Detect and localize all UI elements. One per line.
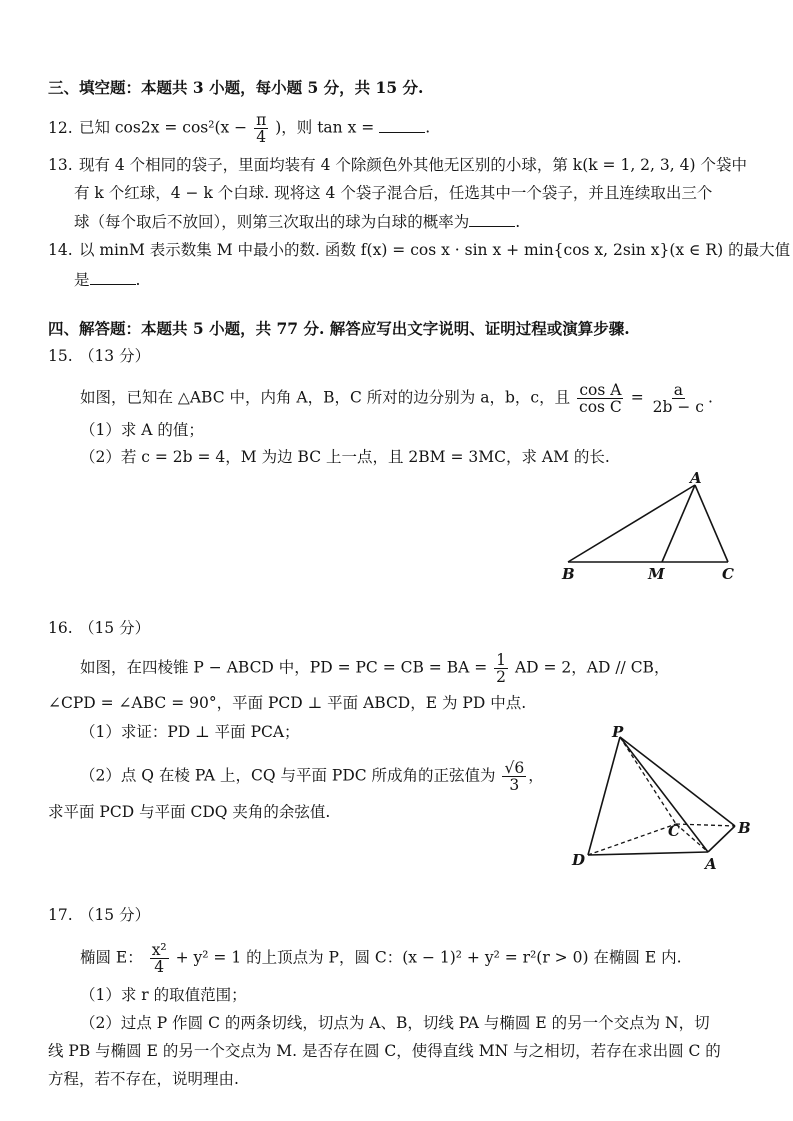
q13-line-2: 有 k 个红球，4 − k 个白球. 现将这 4 个袋子混合后，任选其中一个袋子，并且连续取出三个 (74, 184, 713, 202)
label-a: A (705, 855, 717, 873)
equals-sign: = (630, 388, 644, 407)
fraction-denominator: 2b − c (652, 398, 704, 416)
hidden-edge-dc (588, 824, 676, 855)
q17-stem-post: + y² = 1 的上顶点为 P，圆 C：(x − 1)² + y² = r²(r > 0) 在椭圆 E 内. (175, 948, 682, 967)
x2-over-4-fraction (150, 942, 169, 975)
q14-end: . (135, 271, 141, 289)
hidden-edge-cb (676, 824, 735, 826)
hidden-edge-ca (676, 824, 708, 852)
q13-line-1: 现有 4 个相同的袋子，里面均装有 4 个除颜色外其他无区别的小球，第 k(k = 1, 2, 3, 4) 个袋中 (78, 156, 747, 174)
edge-da (588, 852, 708, 855)
hidden-edge-pc (620, 737, 676, 824)
fraction-numerator: π (256, 111, 267, 129)
question-17-stem (80, 942, 682, 975)
fraction-denominator: 4 (154, 958, 165, 976)
label-a: A (690, 469, 702, 487)
q12-end: . (425, 118, 431, 137)
label-m: M (648, 565, 665, 583)
label-c: C (668, 822, 680, 840)
q16-part-1: （1）求证：PD ⊥ 平面 PCA； (80, 723, 300, 741)
question-score: （13 分） (78, 347, 151, 365)
fraction-numerator: x² (151, 941, 167, 959)
question-number: 17. (48, 906, 73, 924)
q17-part-2-line-1: （2）过点 P 作圆 C 的两条切线，切点为 A、B，切线 PA 与椭圆 E 的另一个交点为 N，切 (80, 1014, 710, 1032)
question-number: 14. (48, 241, 73, 259)
edge-pd (588, 737, 620, 855)
fraction-denominator: cos C (579, 398, 622, 416)
fraction-denominator: 2 (496, 668, 507, 686)
q17-stem-pre: 椭圆 E： (80, 948, 143, 967)
q16-part-2-pre: （2）点 Q 在棱 PA 上，CQ 与平面 PDC 所成角的正弦值为 (80, 766, 496, 785)
label-p: P (612, 723, 624, 741)
question-score: （15 分） (78, 619, 151, 637)
q12-text-pre: 已知 cos2x = cos²(x − (78, 118, 248, 137)
label-c: C (722, 565, 734, 583)
q13-end: . (515, 213, 521, 231)
label-d: D (572, 851, 586, 869)
question-number: 12. (48, 118, 73, 137)
q16-line-1-post: AD = 2，AD // CB， (514, 658, 670, 677)
q15-part-1: （1）求 A 的值； (80, 421, 204, 439)
question-score: （15 分） (78, 906, 151, 924)
label-b: B (562, 565, 575, 583)
q13-line-3: 球（每个取后不放回），则第三次取出的球为白球的概率为 (74, 213, 470, 231)
q16-part-2-line-2: 求平面 PCD 与平面 CDQ 夹角的余弦值. (48, 803, 331, 821)
fraction-numerator: 1 (496, 651, 507, 669)
fraction-numerator: a (673, 381, 683, 399)
q17-part-1: （1）求 r 的取值范围； (80, 986, 247, 1004)
section-3-title: 三、填空题：本题共 3 小题，每小题 5 分，共 15 分. (48, 78, 424, 97)
q15-part-2: （2）若 c = 2b = 4，M 为边 BC 上一点，且 2BM = 3MC，求 AM 的长. (80, 448, 610, 466)
fraction-denominator: 3 (509, 776, 520, 794)
q16-line-1-pre: 如图，在四棱锥 P − ABCD 中，PD = PC = CB = BA = (80, 658, 488, 677)
question-number: 13. (48, 156, 73, 174)
section-4-title: 四、解答题：本题共 5 小题，共 77 分. 解答应写出文字说明、证明过程或演算步骤. (48, 319, 630, 338)
label-b: B (738, 819, 751, 837)
fraction-denominator: 4 (256, 128, 267, 146)
q12-text-post: )，则 tan x = (275, 118, 375, 137)
q14-line-2: 是 (74, 271, 90, 289)
question-number: 15. (48, 347, 73, 365)
q16-line-2: ∠CPD = ∠ABC = 90°，平面 PCD ⊥ 平面 ABCD，E 为 PD 中点. (48, 694, 527, 712)
q17-part-2-line-2: 线 PB 与椭圆 E 的另一个交点为 M. 是否存在圆 C，使得直线 MN 与之相切，若存在求出圆 C 的 (48, 1042, 721, 1060)
q15-stem-end: . (707, 388, 713, 407)
q17-part-2-line-3: 方程，若不存在，说明理由. (48, 1070, 239, 1088)
question-17-header (48, 904, 150, 926)
question-number: 16. (48, 619, 73, 637)
fraction-numerator: cos A (579, 381, 622, 399)
q14-line-1: 以 minM 表示数集 M 中最小的数. 函数 f(x) = cos x · sin x + min{cos x, 2sin x}(x ∈ R) 的最大值 (78, 241, 791, 259)
q16-part-2-post: ， (528, 766, 544, 785)
q15-stem-pre: 如图，已知在 △ABC 中，内角 A，B，C 所对的边分别为 a，b，c，且 (80, 388, 571, 407)
edge-ab (708, 826, 735, 852)
fraction-numerator: √6 (504, 759, 525, 777)
